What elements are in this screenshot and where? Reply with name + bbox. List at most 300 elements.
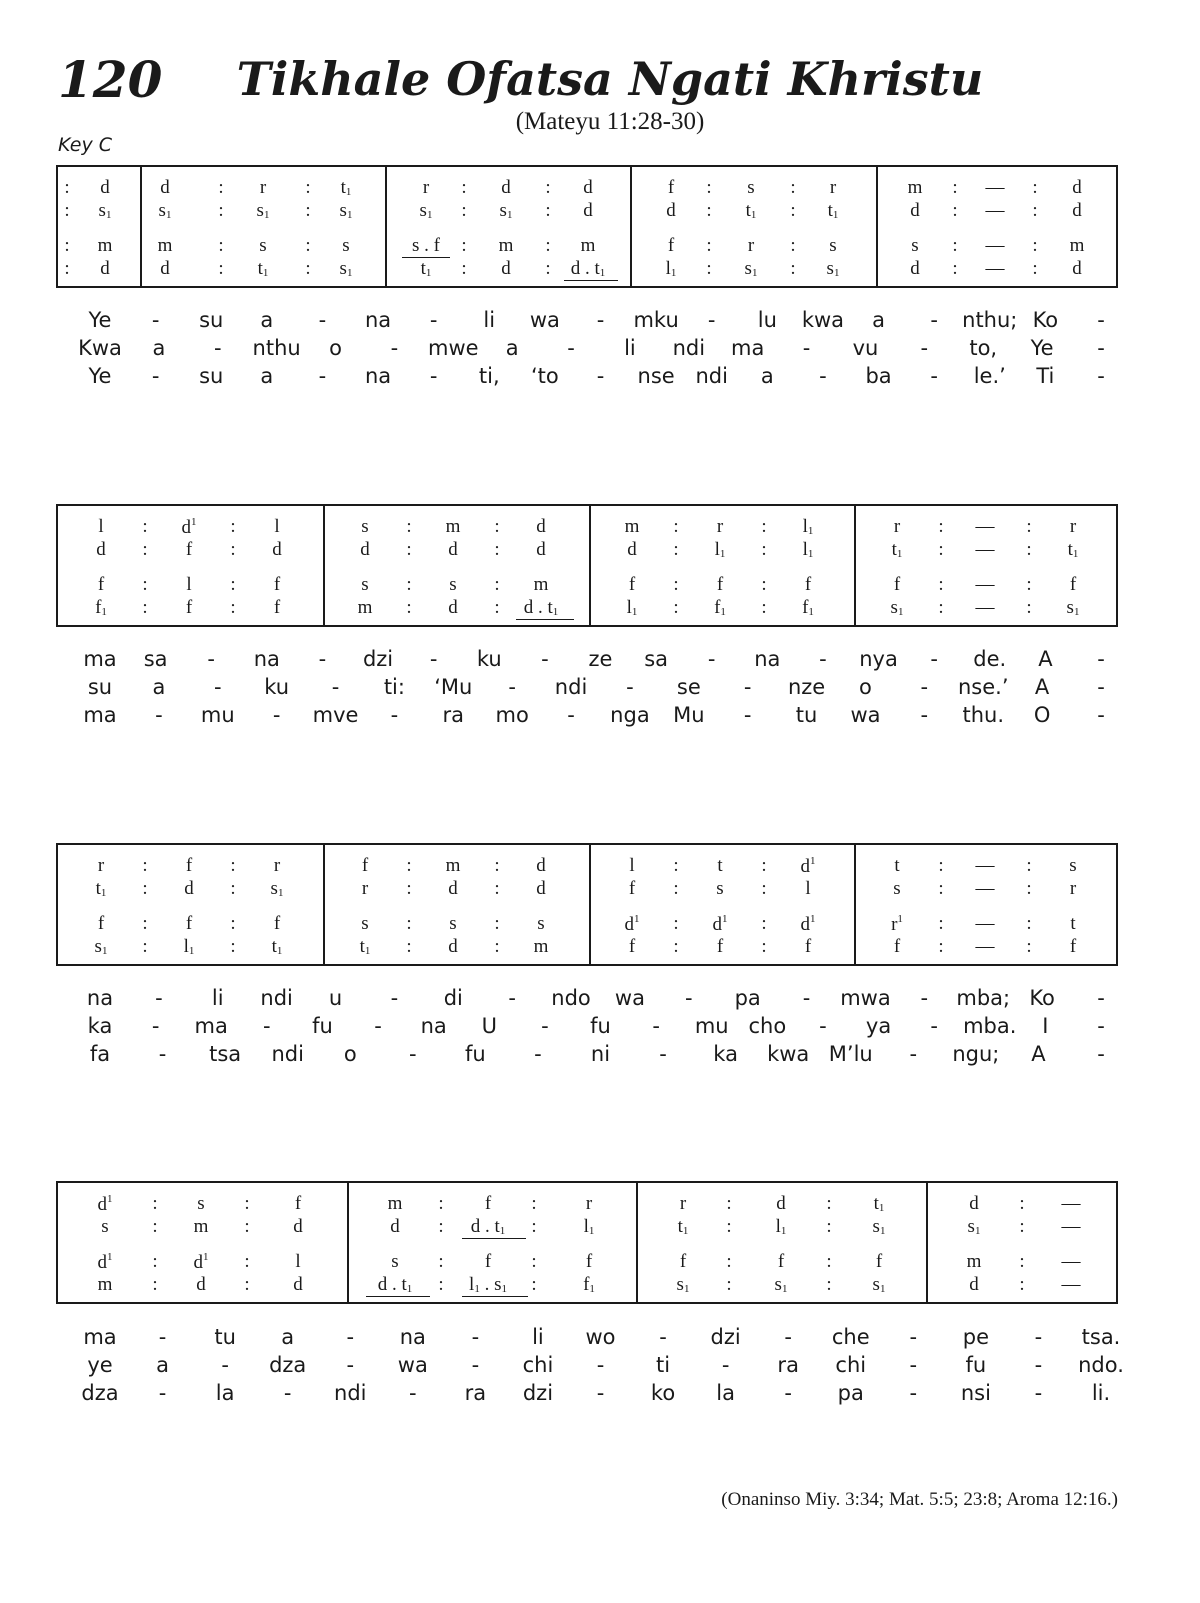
solfa-note: $s_1$ [499,200,513,221]
solfa-note: s [911,235,919,256]
solfa-note: f [273,597,281,618]
lyric-syllable: ra [464,1381,487,1405]
solfa-note: — [975,539,995,560]
solfa-note: d [1072,258,1082,279]
solfa-note: f [585,1251,593,1272]
beat-separator: : [461,177,467,198]
solfa-note: r [893,516,901,537]
lyric-syllable: nse [637,364,675,388]
lyric-syllable: ze [588,647,613,671]
solfa-note: $l_1$ [183,936,195,957]
syllable-hyphen: - [374,1014,382,1038]
solfa-note: f [804,574,812,595]
solfa-note: r [829,177,837,198]
syllable-hyphen: - [596,1353,605,1377]
solfa-note: m [966,1251,982,1272]
syllable-hyphen: - [930,308,938,332]
syllable-hyphen: - [930,1014,938,1038]
lyric-syllable: ndi [260,986,293,1010]
solfa-note: d [666,200,676,221]
beat-separator: : [1026,574,1032,595]
solfa-note: s [449,913,457,934]
lyric-syllable: li [532,1325,544,1349]
beat-separator: : [305,177,311,198]
syllable-hyphen: - [283,1381,292,1405]
solfa-note: $f_1$ [583,1274,595,1295]
syllable-hyphen: - [263,1014,271,1038]
syllable-hyphen: - [158,1042,167,1066]
lyric-syllable: na [253,647,280,671]
beat-separator: : [761,597,767,618]
solfa-note: d . $t_1$ [523,597,559,618]
beat-separator: : [952,177,958,198]
syllable-hyphen: - [652,1014,660,1038]
slur-underline [366,1296,430,1297]
beat-separator: : [494,574,500,595]
lyric-syllable: o [329,336,342,360]
beat-separator: : [1026,936,1032,957]
syllable-hyphen: - [1034,1381,1043,1405]
solfa-note: s [716,878,724,899]
syllable-hyphen: - [707,647,716,671]
solfa-note: t [717,855,723,876]
beat-separator: : [952,235,958,256]
beat-separator: : [1032,200,1038,221]
beat-separator: : [230,936,236,957]
lyric-syllable: fa [89,1042,111,1066]
barline [854,845,856,964]
barline [323,506,325,625]
syllable-hyphen: - [1034,1325,1043,1349]
solfa-staff [56,843,1118,966]
solfa-note: $s_1$ [676,1274,690,1295]
lyric-syllable: ndi [695,364,728,388]
lyric-syllable: mba. [963,1014,1017,1038]
lyric-syllable: ya [865,1014,892,1038]
syllable-hyphen: - [390,986,399,1010]
solfa-note: — [975,878,995,899]
lyric-syllable: wa [850,703,881,727]
lyric-syllable: fu [590,1014,611,1038]
lyric-syllable: ku [476,647,502,671]
beat-separator: : [64,235,70,256]
beat-separator: : [938,936,944,957]
lyric-syllable: kwa [801,308,845,332]
syllable-hyphen: - [930,364,938,388]
beat-separator: : [218,200,224,221]
solfa-note: $s_1$ [256,200,270,221]
solfa-note: f [628,878,636,899]
lyric-syllable: a [156,1353,169,1377]
syllable-hyphen: - [707,308,716,332]
solfa-note: s . f [412,235,440,256]
solfa-note: $t_1$ [95,878,107,899]
solfa-note: f [185,597,193,618]
solfa-note: l [186,574,192,595]
beat-separator: : [1026,913,1032,934]
syllable-hyphen: - [596,364,605,388]
solfa-note: d [910,200,920,221]
lyric-syllable: na [86,986,114,1010]
solfa-note: d [969,1193,979,1214]
barline [140,167,142,286]
beat-separator: : [1026,855,1032,876]
solfa-note: — [985,235,1005,256]
solfa-note: $t_1$ [340,177,352,198]
lyric-syllable: de. [973,647,1007,671]
beat-separator: : [1019,1216,1025,1237]
lyric-syllable: Mu [673,703,705,727]
lyric-syllable: ti [656,1353,671,1377]
beat-separator: : [1026,597,1032,618]
beat-separator: : [305,200,311,221]
beat-separator: : [230,878,236,899]
syllable-hyphen: - [207,647,216,671]
lyric-syllable: a [760,364,774,388]
lyric-syllable: mve [312,703,359,727]
solfa-note: r [97,855,105,876]
solfa-note: d [627,539,637,560]
lyric-syllable: ni [590,1042,611,1066]
beat-separator: : [531,1216,537,1237]
solfa-note: $s_1$ [872,1216,886,1237]
syllable-hyphen: - [151,1014,160,1038]
syllable-hyphen: - [429,308,438,332]
solfa-note: d [1072,177,1082,198]
syllable-hyphen: - [390,336,399,360]
beat-separator: : [1019,1251,1025,1272]
syllable-hyphen: - [318,308,327,332]
beat-separator: : [218,258,224,279]
beat-separator: : [531,1251,537,1272]
syllable-hyphen: - [272,703,281,727]
solfa-note: s [449,574,457,595]
syllable-hyphen: - [819,364,827,388]
lyric-syllable: wa [529,308,560,332]
barline [630,167,632,286]
beat-separator: : [1032,235,1038,256]
solfa-note: $s_1$ [94,936,108,957]
lyric-syllable: ye [87,1353,113,1377]
solfa-note: d [583,177,593,198]
beat-separator: : [438,1251,444,1272]
syllable-hyphen: - [1097,675,1105,699]
beat-separator: : [938,855,944,876]
solfa-note: f [893,936,901,957]
lyric-syllable: fu [465,1042,486,1066]
syllable-hyphen: - [429,647,438,671]
hymn-title: Tikhale Ofatsa Ngati Khristu [236,52,984,106]
lyric-syllable: kwa [767,1042,810,1066]
beat-separator: : [142,855,148,876]
syllable-hyphen: - [909,1042,918,1066]
barline [347,1183,349,1302]
beat-separator: : [790,200,796,221]
beat-separator: : [761,539,767,560]
beat-separator: : [952,200,958,221]
beat-separator: : [1019,1193,1025,1214]
solfa-note: $f_1$ [802,597,814,618]
solfa-note: $t_1$ [1067,539,1079,560]
solfa-note: s [1069,855,1077,876]
syllable-hyphen: - [541,1014,549,1038]
lyric-syllable: su [199,308,224,332]
lyric-syllable: ndi [334,1381,367,1405]
lyric-syllable: o [859,675,872,699]
beat-separator: : [142,539,148,560]
solfa-note: m [387,1193,403,1214]
syllable-hyphen: - [471,1353,480,1377]
syllable-hyphen: - [471,1325,480,1349]
lyric-syllable: ndi [672,336,706,360]
solfa-note: f [273,574,281,595]
syllable-hyphen: - [743,703,752,727]
lyric-syllable: ndo. [1078,1353,1124,1377]
lyric-syllable: su [87,675,113,699]
syllable-hyphen: - [802,986,811,1010]
syllable-hyphen: - [819,647,827,671]
barline [323,845,325,964]
lyric-syllable: ndo [551,986,591,1010]
slur-underline [462,1238,526,1239]
beat-separator: : [406,516,412,537]
syllable-hyphen: - [158,1381,167,1405]
solfa-note: $s_1$ [890,597,904,618]
solfa-note: d . $t_1$ [570,258,606,279]
solfa-note: s [342,235,350,256]
beat-separator: : [152,1193,158,1214]
lyrics-block [0,1327,1200,1417]
solfa-note: $s_1$ [872,1274,886,1295]
lyric-syllable: lu [757,308,777,332]
syllable-hyphen: - [784,1325,792,1349]
lyric-syllable: pe [962,1325,989,1349]
lyric-syllable: la [716,1381,735,1405]
solfa-note: d [96,539,106,560]
solfa-note: f [667,177,675,198]
solfa-note: t [1070,913,1076,934]
solfa-note: $t_1$ [677,1216,689,1237]
solfa-note: m [533,574,549,595]
solfa-note: s [101,1216,109,1237]
beat-separator: : [152,1274,158,1295]
syllable-hyphen: - [409,1042,417,1066]
solfa-note: $s_1$ [826,258,840,279]
lyric-syllable: wo [585,1325,616,1349]
beat-separator: : [438,1274,444,1295]
solfa-note: $l_1$ [714,539,726,560]
solfa-note: — [975,597,995,618]
lyric-syllable: Ko [1029,986,1055,1010]
solfa-note: — [1061,1216,1081,1237]
lyric-syllable: A [1031,1042,1046,1066]
solfa-staff [56,165,1118,288]
solfa-note: s [259,235,267,256]
syllable-hyphen: - [346,1325,355,1349]
solfa-note: $s_1$ [419,200,433,221]
lyric-syllable: nthu [252,336,301,360]
solfa-note: — [1061,1274,1081,1295]
syllable-hyphen: - [920,675,929,699]
syllable-hyphen: - [1097,308,1105,332]
solfa-note: $t_1$ [420,258,432,279]
solfa-note: f [185,913,193,934]
solfa-note: d [536,516,546,537]
beat-separator: : [761,855,767,876]
beat-separator: : [64,200,70,221]
lyric-syllable: nga [610,703,650,727]
beat-separator: : [726,1251,732,1272]
beat-separator: : [142,516,148,537]
solfa-note: f [185,539,193,560]
solfa-note: s [537,913,545,934]
solfa-note: m [97,235,113,256]
solfa-note: d [100,177,110,198]
beat-separator: : [218,235,224,256]
solfa-note: f [273,913,281,934]
syllable-hyphen: - [508,675,516,699]
beat-separator: : [494,936,500,957]
solfa-note: r [273,855,281,876]
beat-separator: : [64,177,70,198]
beat-separator: : [826,1251,832,1272]
solfa-note: — [975,574,995,595]
beat-separator: : [406,855,412,876]
solfa-note: $s_1$ [98,200,112,221]
beat-separator: : [938,539,944,560]
solfa-note: f [875,1251,883,1272]
solfa-note: d [390,1216,400,1237]
solfa-note: d [448,878,458,899]
barline [854,506,856,625]
beat-separator: : [142,913,148,934]
solfa-note: $l_1$ [583,1216,595,1237]
lyric-syllable: Ye [88,364,112,388]
beat-separator: : [1032,258,1038,279]
slur-underline [402,257,450,258]
lyric-syllable: mu [694,1014,729,1038]
solfa-note: $s_1$ [744,258,758,279]
beat-separator: : [761,574,767,595]
solfa-note: l [295,1251,301,1272]
lyric-syllable: I [1042,1014,1049,1038]
beat-separator: : [230,597,236,618]
beat-separator: : [938,878,944,899]
lyric-syllable: U [481,1014,497,1038]
solfa-note: d [448,539,458,560]
lyric-syllable: mwe [428,336,479,360]
solfa-note: — [975,936,995,957]
beat-separator: : [938,913,944,934]
lyric-syllable: ndi [271,1042,304,1066]
beat-separator: : [142,878,148,899]
beat-separator: : [761,516,767,537]
beat-separator: : [494,913,500,934]
lyric-syllable: mu [200,703,235,727]
lyric-syllable: su [199,364,224,388]
solfa-note: f [679,1251,687,1272]
beat-separator: : [1026,878,1032,899]
beat-separator: : [152,1216,158,1237]
syllable-hyphen: - [659,1042,667,1066]
lyrics-block [0,310,1200,400]
beat-separator: : [790,235,796,256]
lyric-syllable: a [260,364,274,388]
barline [926,1183,928,1302]
beat-separator: : [826,1193,832,1214]
syllable-hyphen: - [213,675,222,699]
solfa-note: d [293,1274,303,1295]
beat-separator: : [790,258,796,279]
syllable-hyphen: - [390,703,399,727]
lyric-syllable: fu [312,1014,333,1038]
solfa-note: s [361,516,369,537]
syllable-hyphen: - [743,675,752,699]
beat-separator: : [938,597,944,618]
solfa-note: l [805,878,811,899]
solfa-note: $t_1$ [891,539,903,560]
syllable-hyphen: - [596,308,605,332]
lyric-syllable: sa [143,647,168,671]
lyric-syllable: tsa [209,1042,242,1066]
syllable-hyphen: - [155,703,163,727]
solfa-staff [56,1181,1118,1304]
lyrics-block [0,649,1200,739]
lyric-syllable: to, [969,336,998,360]
lyric-syllable: li [211,986,224,1010]
beat-separator: : [461,258,467,279]
beat-separator: : [938,574,944,595]
solfa-note: $d^1$ [193,1251,209,1273]
beat-separator: : [152,1251,158,1272]
solfa-note: f [628,936,636,957]
lyric-syllable: ti: [383,675,405,699]
syllable-hyphen: - [318,364,327,388]
beat-separator: : [244,1274,250,1295]
syllable-hyphen: - [1097,336,1105,360]
lyric-syllable: mku [633,308,679,332]
lyric-syllable: na [754,647,781,671]
beat-separator: : [230,855,236,876]
solfa-note: f [804,936,812,957]
beat-separator: : [1019,1274,1025,1295]
solfa-note: r [422,177,430,198]
lyrics-block [0,988,1200,1078]
lyric-syllable: nze [787,675,826,699]
lyric-syllable: ko [650,1381,676,1405]
cross-references: (Onaninso Miy. 3:34; Mat. 5:5; 23:8; Aroma 12:16.) [721,1489,1118,1510]
syllable-hyphen: - [1097,703,1105,727]
beat-separator: : [706,177,712,198]
lyric-syllable: dzi [710,1325,741,1349]
solfa-note: f [777,1251,785,1272]
lyric-syllable: ba [865,364,892,388]
beat-separator: : [438,1216,444,1237]
beat-separator: : [230,539,236,560]
solfa-note: f [97,574,105,595]
syllable-hyphen: - [331,675,340,699]
hymn-number: 120 [58,50,163,109]
solfa-note: m [907,177,923,198]
lyric-syllable: ma [83,647,117,671]
solfa-note: $d^1$ [712,913,728,935]
beat-separator: : [545,235,551,256]
syllable-hyphen: - [534,1042,542,1066]
solfa-note: — [975,855,995,876]
beat-separator: : [531,1193,537,1214]
syllable-hyphen: - [429,364,438,388]
beat-separator: : [494,539,500,560]
